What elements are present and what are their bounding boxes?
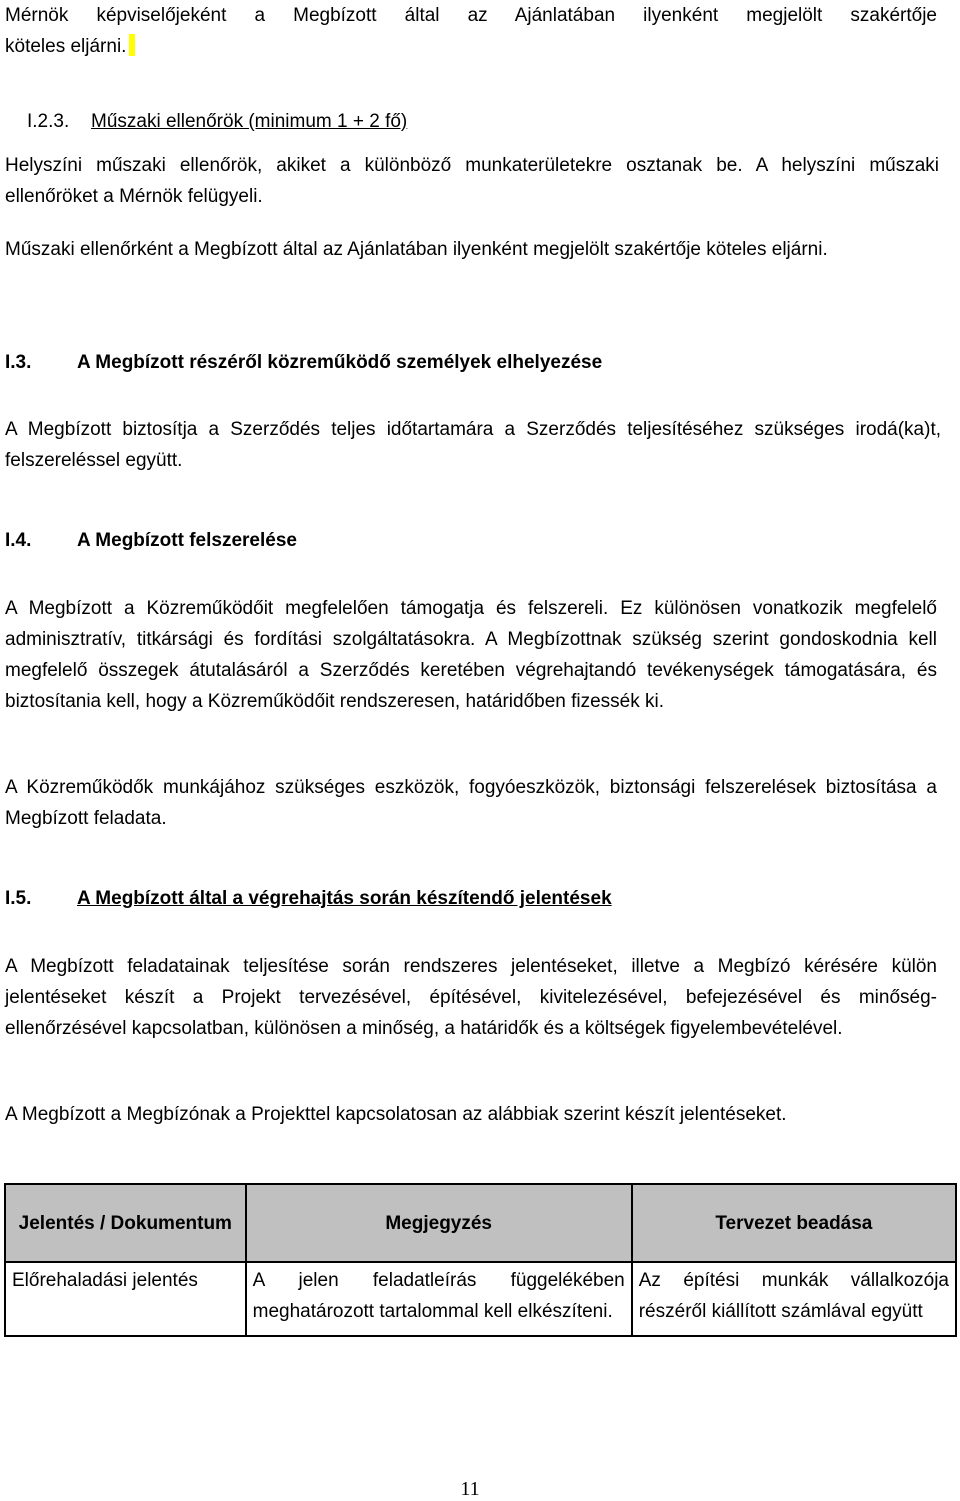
- section-1-5-heading: [5, 883, 945, 914]
- section-title: A Megbízott részéről közreműködő személyek elhelyezése: [77, 352, 603, 373]
- table-header-row: [5, 1184, 956, 1262]
- section-1-5-para-2: A Megbízott a Megbízónak a Projekttel kapcsolatosan az alábbiak szerint készít jelentéseket.: [5, 1104, 787, 1125]
- section-1-2-3-para-2: Műszaki ellenőrként a Megbízott által az Ajánlatában ilyenként megjelölt szakértője köteles eljárni.: [5, 239, 828, 260]
- table-cell: Előrehaladási jelentés: [5, 1262, 246, 1336]
- section-number: I.3.: [5, 352, 32, 373]
- intro-line-2: köteles eljárni.: [5, 36, 127, 57]
- section-1-4-heading: [5, 525, 945, 556]
- section-1-4-para-2: A Közreműködők munkájához szükséges eszközök, fogyóeszközök, biztonsági felszerelések biztosítása a Megbízott feladata.: [5, 777, 937, 829]
- section-1-5-para-1: A Megbízott feladatainak teljesítése során rendszeres jelentéseket, illetve a Megbízó kérésére külön jelentéseket készít a Projekt tervezésével, építésével, kivitelezésével, befejezésével és minőség-ellenőrzésével kapcsolatban, különösen a minőség, a határidők és a költségek figyelembevételével.: [5, 956, 937, 1039]
- highlight-mark: [129, 34, 135, 56]
- table-row: [5, 1262, 956, 1336]
- table-header-cell: Jelentés / Dokumentum: [5, 1184, 246, 1262]
- table-cell: A jelen feladatleírás függelékében meghatározott tartalommal kell elkészíteni.: [246, 1262, 632, 1336]
- table-header-cell: Tervezet beadása: [632, 1184, 956, 1262]
- section-1-3-para-1: A Megbízott biztosítja a Szerződés teljes időtartamára a Szerződés teljesítéséhez szükséges irodá(ka)t, felszereléssel együtt.: [5, 419, 941, 471]
- reports-table: [4, 1183, 957, 1337]
- table-header-cell: Megjegyzés: [246, 1184, 632, 1262]
- section-1-2-3-para-1: Helyszíni műszaki ellenőrök, akiket a különböző munkaterületekre osztanak be. A helyszíni műszaki ellenőröket a Mérnök felügyeli.: [5, 155, 939, 207]
- page-number: 11: [460, 1478, 480, 1500]
- section-1-3-heading: [5, 347, 945, 378]
- section-number: I.4.: [5, 530, 32, 551]
- section-1-2-3-heading: [27, 106, 407, 137]
- section-number: I.5.: [5, 888, 32, 909]
- section-1-4-para-1: A Megbízott a Közreműködőit megfelelően támogatja és felszereli. Ez különösen vonatkozik megfelelő adminisztratív, titkársági és fordítási szolgáltatásokra. A Megbízottnak szükség szerint gondoskodnia kell megfelelő összegek átutalásáról a Szerződés keretében végrehajtandó tevékenységek támogatására, és biztosítania kell, hogy a Közreműködőit rendszeresen, határidőben fizessék ki.: [5, 598, 937, 712]
- section-title: A Megbízott által a végrehajtás során készítendő jelentések: [77, 888, 612, 909]
- section-title: Műszaki ellenőrök (minimum 1 + 2 fő): [91, 111, 408, 132]
- table-cell: Az építési munkák vállalkozója részéről kiállított számlával együtt: [632, 1262, 956, 1336]
- intro-paragraph: [5, 0, 937, 62]
- section-number: I.2.3.: [27, 111, 70, 132]
- section-title: A Megbízott felszerelése: [77, 530, 297, 551]
- intro-line-1: Mérnök képviselőjeként a Megbízott által az Ajánlatában ilyenként megjelölt szakértője: [5, 5, 937, 26]
